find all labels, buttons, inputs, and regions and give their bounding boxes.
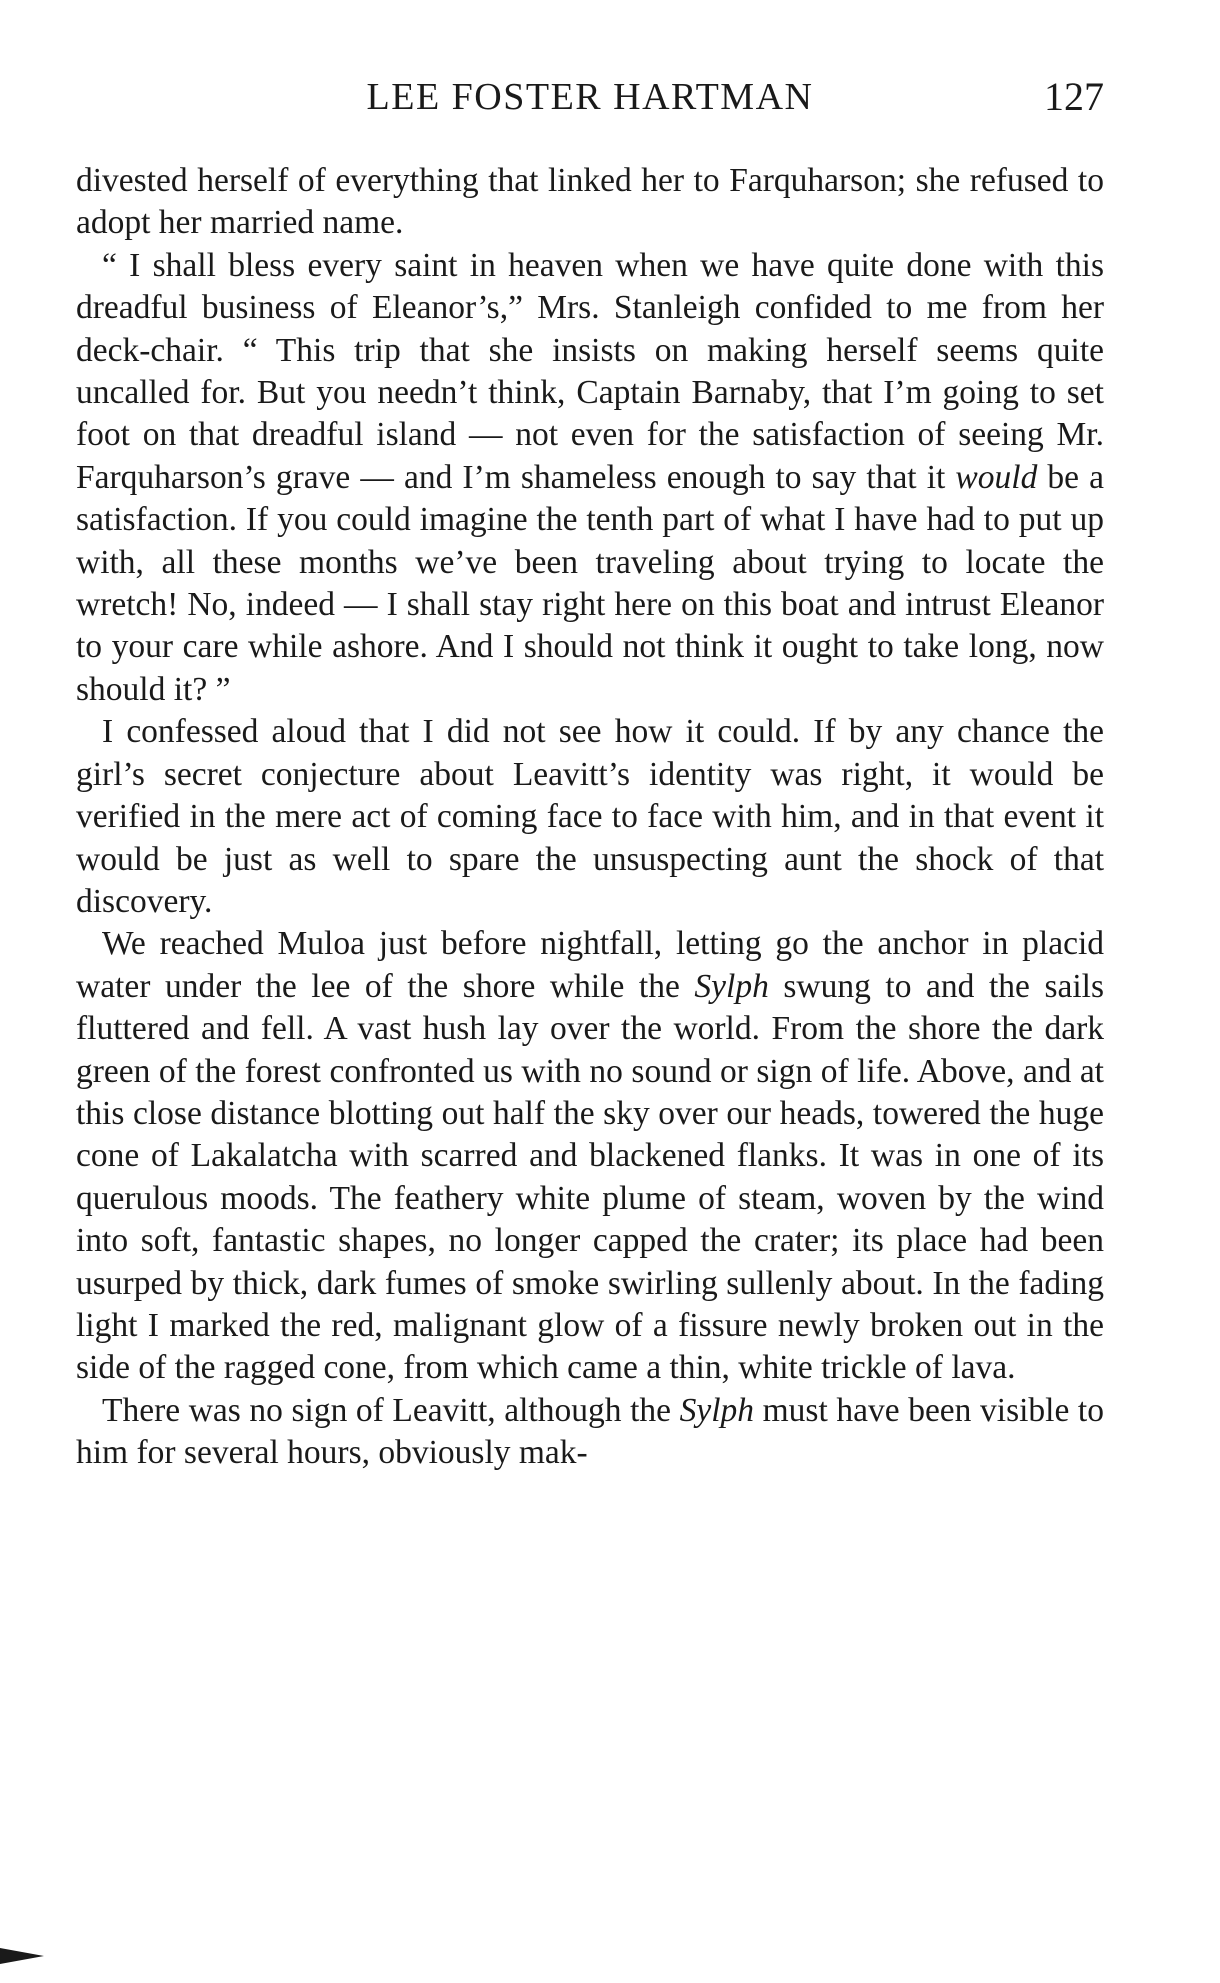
paragraph-5-text-a: There was no sign of Leavitt, although the [102,1391,680,1429]
paragraph-1-text: divested herself of everything that linked her to Farquharson; she refused to adopt her married name. [76,162,1104,242]
paragraph-2-text-a: “ I shall bless every saint in heaven when we have quite done with this dreadful business of Eleanor’s,” Mrs. Stanleigh confided to me from her deck-chair. “ This trip that she insists on making herself seems quite uncalled for. But you needn’t think, Captain Barnaby, that I’m going to set foot on that dreadful island — not even for the satisfaction of seeing Mr. Farquharson’s grave — and I’m shameless enough to say that it [76,246,1104,496]
paragraph-2-text-b: be a satisfaction. If you could imagine the tenth part of what I have had to put up with, all these months we’ve been traveling about trying to locate the wretch! No, indeed — I shall stay right here on this boat and intrust Eleanor to your care while ashore. And I should not think it ought to take long, now should it? ” [76,458,1104,708]
running-title: LEE FOSTER HARTMAN [366,76,814,118]
paragraph-4 [76,923,1104,1389]
paragraph-4-italic-sylph: Sylph [694,967,769,1005]
paragraph-4-text-b: swung to and the sails fluttered and fell. A vast hush lay over the world. From the shore the dark green of the forest confronted us with no sound or sign of life. Above, and at this close distance blotting out half the sky over our heads, towered the huge cone of Lakalatcha with scarred and blackened flanks. It was in one of its querulous moods. The feathery white plume of steam, woven by the wind into soft, fantastic shapes, no longer capped the crater; its place had been usurped by thick, dark fumes of smoke swirling sullenly about. In the fading light I marked the red, malignant glow of a fissure newly broken out in the side of the ragged cone, from which came a thin, white trickle of lava. [76,967,1104,1387]
paragraph-3 [76,711,1104,923]
paragraph-1 [76,160,1104,245]
paragraph-5-italic-sylph: Sylph [679,1391,755,1429]
paragraph-2 [76,245,1104,711]
paragraph-2-italic-would: would [955,458,1038,496]
page-edge-mark [0,1948,44,1964]
paragraph-4-text-a: We reached Muloa just before nightfall, letting go the anchor in placid water under the lee of the shore while the [76,925,1104,1005]
body-text [76,160,1104,1475]
page-number: 127 [1044,74,1104,119]
paragraph-3-text: I confessed aloud that I did not see how it could. If by any chance the girl’s secret conjecture about Leavitt’s identity was right, it would be verified in the mere act of coming face to face with him, and in that event it would be just as well to spare the unsuspecting aunt the shock of that discovery. [76,713,1104,920]
paragraph-5-text-b: must have been visible to him for several hours, obviously mak- [76,1391,1104,1472]
paragraph-5 [76,1390,1104,1475]
running-head [76,72,1104,122]
